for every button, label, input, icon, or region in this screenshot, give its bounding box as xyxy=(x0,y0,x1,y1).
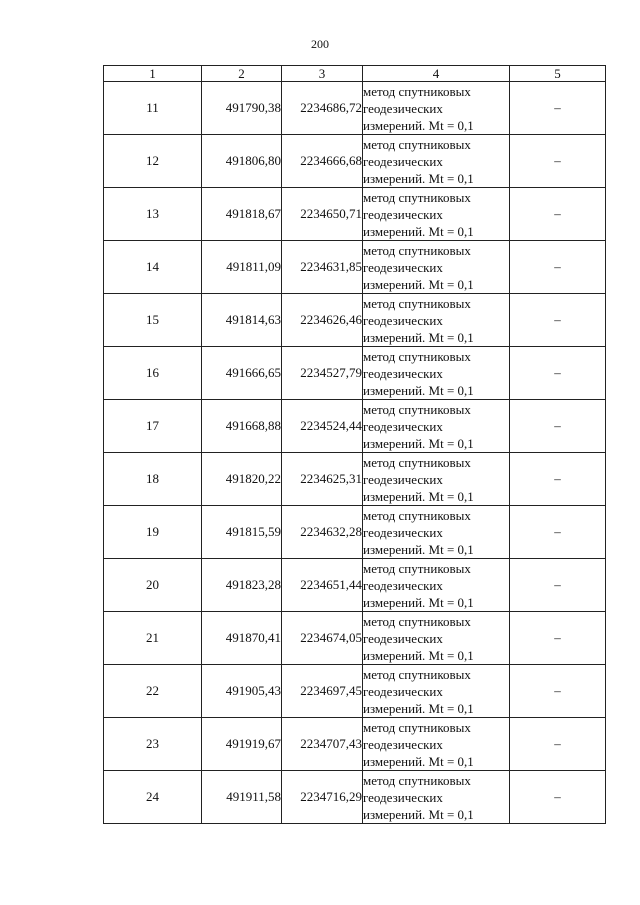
method-cell xyxy=(363,135,510,188)
table-row xyxy=(104,347,606,400)
col5-cell: – xyxy=(510,453,606,506)
method-line: геодезических xyxy=(363,471,443,487)
method-line: геодезических xyxy=(363,100,443,116)
point-number-cell: 24 xyxy=(104,771,202,824)
col5-cell: – xyxy=(510,506,606,559)
method-cell xyxy=(363,718,510,771)
method-line: измерений. Mt = 0,1 xyxy=(363,488,474,504)
method-cell xyxy=(363,294,510,347)
x-coordinate-cell: 491790,38 xyxy=(202,82,282,135)
point-number-cell: 18 xyxy=(104,453,202,506)
x-coordinate-cell: 491818,67 xyxy=(202,188,282,241)
method-cell xyxy=(363,188,510,241)
y-coordinate-cell: 2234626,46 xyxy=(282,294,363,347)
y-coordinate-cell: 2234625,31 xyxy=(282,453,363,506)
point-number-cell: 15 xyxy=(104,294,202,347)
y-coordinate-cell: 2234697,45 xyxy=(282,665,363,718)
method-line: геодезических xyxy=(363,206,443,222)
y-coordinate-cell: 2234707,43 xyxy=(282,718,363,771)
method-line: метод спутниковых xyxy=(363,136,471,152)
table-row xyxy=(104,506,606,559)
point-number-cell: 12 xyxy=(104,135,202,188)
table-row xyxy=(104,82,606,135)
method-line: геодезических xyxy=(363,630,443,646)
x-coordinate-cell: 491811,09 xyxy=(202,241,282,294)
method-line: измерений. Mt = 0,1 xyxy=(363,435,474,451)
table-row xyxy=(104,612,606,665)
method-line: метод спутниковых xyxy=(363,189,471,205)
point-number-cell: 21 xyxy=(104,612,202,665)
col5-cell: – xyxy=(510,771,606,824)
y-coordinate-cell: 2234632,28 xyxy=(282,506,363,559)
col5-cell: – xyxy=(510,400,606,453)
method-line: измерений. Mt = 0,1 xyxy=(363,594,474,610)
x-coordinate-cell: 491919,67 xyxy=(202,718,282,771)
table-row xyxy=(104,559,606,612)
table-row xyxy=(104,453,606,506)
method-cell xyxy=(363,559,510,612)
y-coordinate-cell: 2234524,44 xyxy=(282,400,363,453)
point-number-cell: 20 xyxy=(104,559,202,612)
method-line: метод спутниковых xyxy=(363,560,471,576)
method-line: метод спутниковых xyxy=(363,772,471,788)
col5-cell: – xyxy=(510,612,606,665)
col5-cell: – xyxy=(510,82,606,135)
method-line: измерений. Mt = 0,1 xyxy=(363,329,474,345)
y-coordinate-cell: 2234631,85 xyxy=(282,241,363,294)
x-coordinate-cell: 491666,65 xyxy=(202,347,282,400)
table-row xyxy=(104,241,606,294)
table-row xyxy=(104,718,606,771)
method-line: метод спутниковых xyxy=(363,613,471,629)
point-number-cell: 11 xyxy=(104,82,202,135)
col5-cell: – xyxy=(510,241,606,294)
col5-cell: – xyxy=(510,559,606,612)
method-line: измерений. Mt = 0,1 xyxy=(363,541,474,557)
x-coordinate-cell: 491814,63 xyxy=(202,294,282,347)
method-line: геодезических xyxy=(363,259,443,275)
x-coordinate-cell: 491870,41 xyxy=(202,612,282,665)
col5-cell: – xyxy=(510,665,606,718)
x-coordinate-cell: 491806,80 xyxy=(202,135,282,188)
method-line: измерений. Mt = 0,1 xyxy=(363,647,474,663)
method-line: геодезических xyxy=(363,577,443,593)
method-line: метод спутниковых xyxy=(363,719,471,735)
y-coordinate-cell: 2234527,79 xyxy=(282,347,363,400)
method-cell xyxy=(363,82,510,135)
method-line: геодезических xyxy=(363,789,443,805)
method-line: метод спутниковых xyxy=(363,401,471,417)
header-col-2: 2 xyxy=(202,66,282,82)
method-line: измерений. Mt = 0,1 xyxy=(363,753,474,769)
point-number-cell: 17 xyxy=(104,400,202,453)
header-col-4: 4 xyxy=(363,66,510,82)
coordinates-table xyxy=(103,65,606,824)
method-line: измерений. Mt = 0,1 xyxy=(363,382,474,398)
table-row xyxy=(104,135,606,188)
col5-cell: – xyxy=(510,135,606,188)
y-coordinate-cell: 2234651,44 xyxy=(282,559,363,612)
header-row xyxy=(104,66,606,82)
header-col-1: 1 xyxy=(104,66,202,82)
x-coordinate-cell: 491815,59 xyxy=(202,506,282,559)
header-col-5: 5 xyxy=(510,66,606,82)
point-number-cell: 14 xyxy=(104,241,202,294)
method-cell xyxy=(363,506,510,559)
method-line: измерений. Mt = 0,1 xyxy=(363,117,474,133)
col5-cell: – xyxy=(510,718,606,771)
method-line: геодезических xyxy=(363,153,443,169)
table-row xyxy=(104,188,606,241)
method-line: метод спутниковых xyxy=(363,348,471,364)
point-number-cell: 19 xyxy=(104,506,202,559)
point-number-cell: 13 xyxy=(104,188,202,241)
y-coordinate-cell: 2234650,71 xyxy=(282,188,363,241)
x-coordinate-cell: 491820,22 xyxy=(202,453,282,506)
x-coordinate-cell: 491668,88 xyxy=(202,400,282,453)
method-cell xyxy=(363,241,510,294)
method-cell xyxy=(363,665,510,718)
method-line: метод спутниковых xyxy=(363,242,471,258)
method-line: метод спутниковых xyxy=(363,454,471,470)
y-coordinate-cell: 2234686,72 xyxy=(282,82,363,135)
col5-cell: – xyxy=(510,188,606,241)
method-line: геодезических xyxy=(363,365,443,381)
col5-cell: – xyxy=(510,347,606,400)
method-line: измерений. Mt = 0,1 xyxy=(363,223,474,239)
y-coordinate-cell: 2234716,29 xyxy=(282,771,363,824)
col5-cell: – xyxy=(510,294,606,347)
table-row xyxy=(104,771,606,824)
y-coordinate-cell: 2234674,05 xyxy=(282,612,363,665)
method-line: измерений. Mt = 0,1 xyxy=(363,700,474,716)
header-col-3: 3 xyxy=(282,66,363,82)
method-line: геодезических xyxy=(363,683,443,699)
method-cell xyxy=(363,347,510,400)
point-number-cell: 23 xyxy=(104,718,202,771)
method-line: геодезических xyxy=(363,418,443,434)
method-cell xyxy=(363,771,510,824)
method-line: геодезических xyxy=(363,736,443,752)
method-cell xyxy=(363,453,510,506)
method-line: геодезических xyxy=(363,524,443,540)
method-line: метод спутниковых xyxy=(363,666,471,682)
x-coordinate-cell: 491823,28 xyxy=(202,559,282,612)
method-cell xyxy=(363,612,510,665)
method-line: метод спутниковых xyxy=(363,83,471,99)
table-row xyxy=(104,294,606,347)
method-line: измерений. Mt = 0,1 xyxy=(363,276,474,292)
page-number: 200 xyxy=(311,37,329,51)
x-coordinate-cell: 491911,58 xyxy=(202,771,282,824)
y-coordinate-cell: 2234666,68 xyxy=(282,135,363,188)
method-line: измерений. Mt = 0,1 xyxy=(363,170,474,186)
point-number-cell: 16 xyxy=(104,347,202,400)
table-header xyxy=(104,66,606,82)
method-line: метод спутниковых xyxy=(363,507,471,523)
method-line: измерений. Mt = 0,1 xyxy=(363,806,474,822)
method-line: метод спутниковых xyxy=(363,295,471,311)
table-row xyxy=(104,400,606,453)
point-number-cell: 22 xyxy=(104,665,202,718)
method-cell xyxy=(363,400,510,453)
table-body xyxy=(104,82,606,824)
table-row xyxy=(104,665,606,718)
x-coordinate-cell: 491905,43 xyxy=(202,665,282,718)
method-line: геодезических xyxy=(363,312,443,328)
